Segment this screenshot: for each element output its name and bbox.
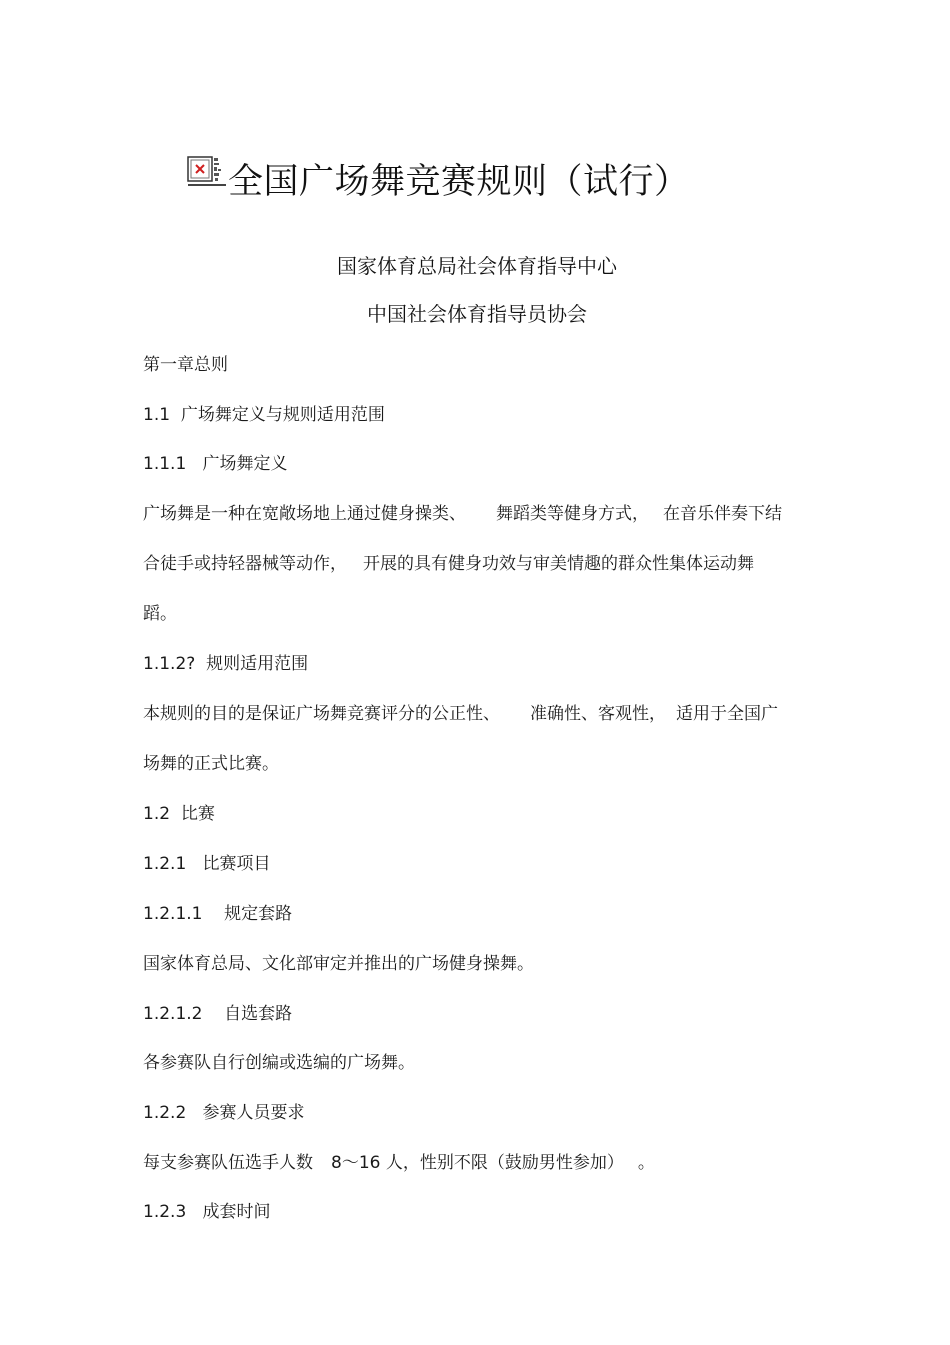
section-heading: 1.2.2 参赛人员要求 xyxy=(143,1103,305,1123)
chapter-heading: 第一章总则 xyxy=(143,355,228,375)
section-heading: 1.2.1.1 规定套路 xyxy=(143,904,293,924)
text-fragment: 每支参赛队伍选手人数 xyxy=(143,1153,313,1173)
text-fragment: 舞蹈类等健身方式， xyxy=(496,504,649,524)
broken-image-icon xyxy=(187,156,227,192)
issuer-name: 中国社会体育指导员协会 xyxy=(367,302,587,326)
text-fragment: 适用于全国广 xyxy=(676,704,778,724)
text-fragment: 场舞的正式比赛。 xyxy=(143,754,279,774)
text-fragment: 在音乐伴奏下结 xyxy=(663,504,782,524)
section-heading: 1.2.1.2 自选套路 xyxy=(143,1004,293,1024)
section-heading: 1.2 比赛 xyxy=(143,804,215,824)
section-heading: 1.2.3 成套时间 xyxy=(143,1202,271,1222)
section-heading: 1.1.2? 规则适用范围 xyxy=(143,654,309,674)
scope-paragraph xyxy=(143,689,803,789)
section-heading: 1.1 广场舞定义与规则适用范围 xyxy=(143,405,385,425)
text-fragment: 准确性、客观性， xyxy=(530,704,666,724)
definition-paragraph xyxy=(143,489,803,639)
section-heading: 1.1.1 广场舞定义 xyxy=(143,454,288,474)
members-paragraph xyxy=(143,1150,655,1176)
text-fragment: 合徒手或持轻器械等动作， xyxy=(143,554,347,574)
title-row xyxy=(0,152,950,208)
text-fragment: 广场舞是一种在宽敞场地上通过健身操类、 xyxy=(143,504,466,524)
section-heading: 1.2.1 比赛项目 xyxy=(143,854,271,874)
body-text: 国家体育总局、文化部审定并推出的广场健身操舞。 xyxy=(143,954,534,974)
issuer-name: 国家体育总局社会体育指导中心 xyxy=(337,254,617,278)
text-fragment: 。 xyxy=(637,1153,655,1173)
text-fragment: 本规则的目的是保证广场舞竞赛评分的公正性、 xyxy=(143,704,500,724)
text-fragment: 蹈。 xyxy=(143,604,177,624)
text-fragment: 8～16 人，性别不限（鼓励男性参加） xyxy=(331,1153,624,1173)
text-fragment: 开展的具有健身功效与审美情趣的群众性集体运动舞 xyxy=(363,554,754,574)
document-title: 全国广场舞竞赛规则（试行） xyxy=(228,162,690,202)
body-text: 各参赛队自行创编或选编的广场舞。 xyxy=(143,1053,415,1073)
